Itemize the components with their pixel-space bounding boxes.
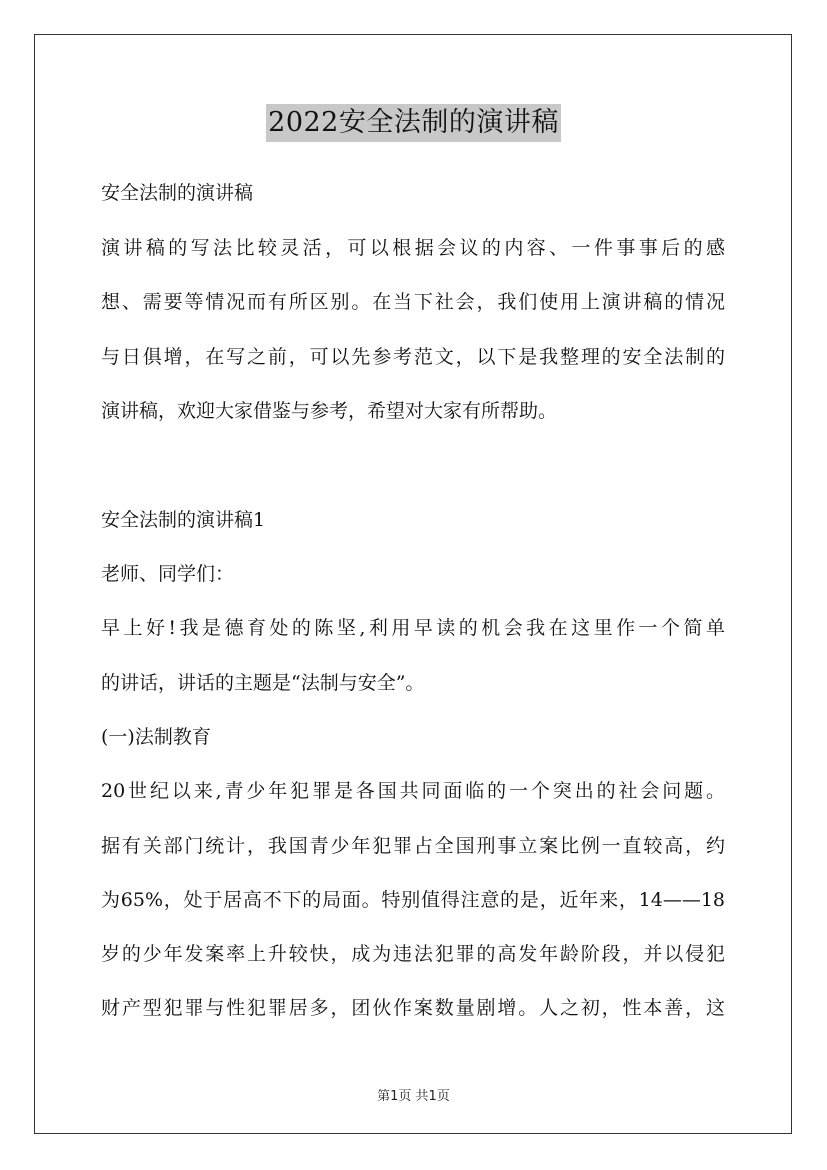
title-container: [0, 104, 827, 142]
intro-line-1: 演讲稿的写法比较灵活，可以根据会议的内容、一件事事后的感: [101, 237, 725, 259]
document-subtitle: 安全法制的演讲稿: [101, 182, 254, 204]
section-heading: 安全法制的演讲稿1: [101, 509, 266, 531]
document-title: 2022安全法制的演讲稿: [266, 104, 561, 142]
greeting-line-2: 的讲话，讲话的主题是“法制与安全”。: [101, 672, 425, 694]
body-line-5: 财产型犯罪与性犯罪居多，团伙作案数量剧增。人之初，性本善，这: [101, 997, 725, 1019]
body-line-4: 岁的少年发案率上升较快，成为违法犯罪的高发年龄阶段，并以侵犯: [101, 943, 725, 965]
body-line-3: 为65%，处于居高不下的局面。特别值得注意的是，近年来，14——18: [101, 889, 725, 911]
page-number-footer: 第1页 共1页: [377, 1089, 450, 1104]
greeting-line-1: 早上好!我是德育处的陈坚,利用早读的机会我在这里作一个简单: [101, 617, 725, 639]
body-line-1: 20世纪以来,青少年犯罪是各国共同面临的一个突出的社会问题。: [101, 780, 725, 802]
body-line-2: 据有关部门统计，我国青少年犯罪占全国刑事立案比例一直较高，约: [101, 835, 725, 857]
intro-line-2: 想、需要等情况而有所区别。在当下社会，我们使用上演讲稿的情况: [101, 291, 725, 313]
subheading: (一)法制教育: [101, 726, 211, 748]
salutation: 老师、同学们：: [101, 563, 235, 585]
intro-line-3: 与日俱增，在写之前，可以先参考范文，以下是我整理的安全法制的: [101, 346, 725, 368]
intro-line-4: 演讲稿，欢迎大家借鉴与参考，希望对大家有所帮助。: [101, 400, 558, 422]
